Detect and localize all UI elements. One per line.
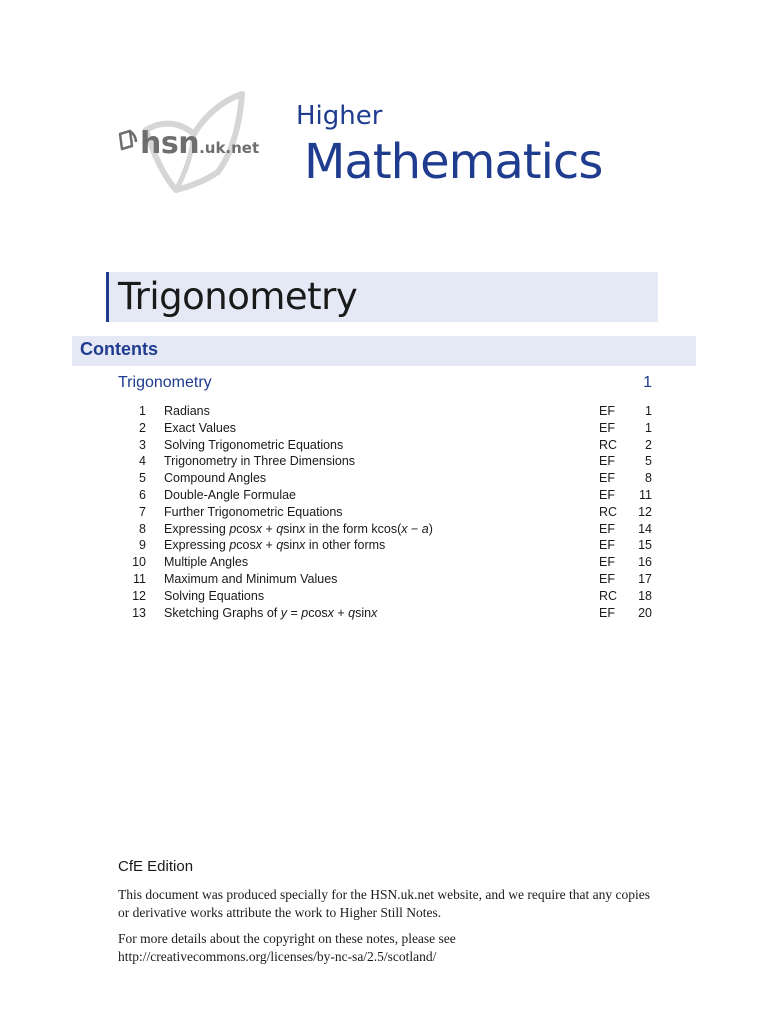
toc-item-title: Exact Values <box>164 420 237 435</box>
toc-item-code: RC <box>599 504 618 519</box>
toc-item-page: 12 <box>638 504 652 519</box>
toc-item[interactable] <box>118 537 652 554</box>
copyright-paragraph <box>118 930 658 966</box>
toc-item-number: 12 <box>132 588 146 603</box>
toc-item-code: EF <box>599 471 615 486</box>
toc-item-title: Expressing pcosx + qsinx in the form kcos(x − a) <box>164 521 433 536</box>
toc-item-page: 16 <box>638 555 652 570</box>
toc-item[interactable] <box>118 403 652 420</box>
toc-item-number: 1 <box>139 404 146 418</box>
license-link[interactable]: http://creativecommons.org/licenses/by-nc-sa/2.5/scotland/ <box>118 949 437 964</box>
unit-title: Trigonometry <box>118 275 358 318</box>
logo-sub-text: .uk.net <box>199 139 260 157</box>
toc-item-code: EF <box>599 571 615 586</box>
toc-item-number: 10 <box>132 555 146 570</box>
toc-item-title: Trigonometry in Three Dimensions <box>164 454 356 469</box>
toc-item-number: 8 <box>139 521 146 536</box>
course-subject: Mathematics <box>304 134 603 190</box>
toc-item-page: 14 <box>638 521 652 536</box>
toc-section-row[interactable] <box>118 374 652 396</box>
copyright-text: For more details about the copyright on these notes, please see <box>118 931 456 946</box>
toc-item[interactable] <box>118 504 652 521</box>
toc-item[interactable] <box>118 487 652 504</box>
toc-item[interactable] <box>118 521 652 538</box>
toc-item-title: Radians <box>164 404 210 418</box>
toc-item[interactable] <box>118 470 652 487</box>
toc-item-title: Multiple Angles <box>164 555 249 570</box>
toc-item-code: EF <box>599 420 615 435</box>
course-level: Higher <box>296 101 383 131</box>
toc-item-code: EF <box>599 538 615 553</box>
toc-item-number: 3 <box>139 437 146 452</box>
toc-item-page: 1 <box>645 404 652 418</box>
small-book-icon <box>118 128 148 152</box>
toc-item[interactable] <box>118 605 652 622</box>
toc-section-title: Trigonometry <box>118 374 212 391</box>
toc-item-number: 11 <box>133 571 146 586</box>
toc-item-code: EF <box>599 454 615 469</box>
toc-item-title: Further Trigonometric Equations <box>164 504 343 519</box>
toc-item-page: 20 <box>638 605 652 620</box>
toc-item-page: 2 <box>645 437 652 452</box>
unit-title-accent-bar <box>106 272 109 322</box>
table-of-contents <box>118 403 652 621</box>
attribution-paragraph: This document was produced specially for the HSN.uk.net website, and we require that any copies or derivative works attribute the work to Higher Still Notes. <box>118 887 650 920</box>
toc-item-number: 7 <box>139 504 146 519</box>
toc-item-page: 8 <box>645 471 652 486</box>
toc-item-title: Sketching Graphs of y = pcosx + qsinx <box>164 605 378 620</box>
toc-item[interactable] <box>118 588 652 605</box>
toc-item-code: RC <box>599 588 618 603</box>
toc-item-title: Maximum and Minimum Values <box>164 571 338 586</box>
toc-item[interactable] <box>118 571 652 588</box>
logo-main-text: hsn <box>140 126 200 161</box>
toc-item[interactable] <box>118 453 652 470</box>
toc-item-code: EF <box>599 605 615 620</box>
contents-heading: Contents <box>80 339 158 359</box>
toc-item-page: 1 <box>645 420 652 435</box>
hsn-logo <box>118 90 268 200</box>
toc-item-number: 13 <box>132 605 146 620</box>
toc-item-title: Compound Angles <box>164 471 267 486</box>
toc-item[interactable] <box>118 437 652 454</box>
toc-item-code: EF <box>599 521 615 536</box>
toc-item-page: 5 <box>645 454 652 469</box>
toc-item-number: 4 <box>139 454 146 469</box>
toc-item-number: 9 <box>139 538 146 553</box>
toc-item-number: 2 <box>139 420 146 435</box>
toc-section-page: 1 <box>643 374 652 391</box>
toc-item-title: Double-Angle Formulae <box>164 487 297 502</box>
unit-title-band <box>106 272 658 322</box>
toc-item-code: EF <box>599 487 615 502</box>
toc-item-code: EF <box>599 555 615 570</box>
toc-item-page: 18 <box>638 588 652 603</box>
toc-item-title: Expressing pcosx + qsinx in other forms <box>164 538 386 553</box>
logo-wordmark <box>140 126 259 161</box>
toc-item-code: EF <box>599 404 615 418</box>
toc-item-page: 11 <box>639 487 652 502</box>
toc-item-page: 17 <box>638 571 652 586</box>
toc-item-title: Solving Equations <box>164 588 265 603</box>
toc-item[interactable] <box>118 420 652 437</box>
toc-item-code: RC <box>599 437 618 452</box>
toc-item-number: 5 <box>139 471 146 486</box>
contents-band <box>72 336 696 366</box>
toc-item-number: 6 <box>139 487 146 502</box>
toc-item-page: 15 <box>638 538 652 553</box>
toc-item[interactable] <box>118 554 652 571</box>
edition-label: CfE Edition <box>118 858 194 875</box>
toc-item-title: Solving Trigonometric Equations <box>164 437 344 452</box>
